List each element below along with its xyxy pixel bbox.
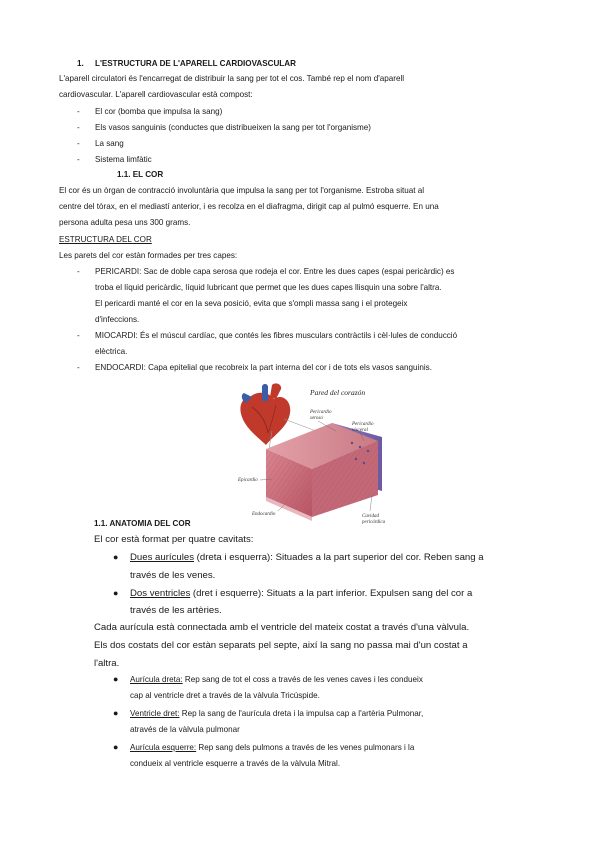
component-item: La sang bbox=[95, 139, 124, 148]
cavitat-item-cont: través de les venes. bbox=[130, 570, 216, 581]
section-heading-el-cor: 1.1. EL COR bbox=[117, 170, 164, 179]
cavitat-item bbox=[130, 587, 472, 600]
layer-miocardi-line: MIOCARDI: És el múscul cardíac, que contés les fibres musculars contràctils i cèl·lules de conducció bbox=[95, 331, 458, 340]
component-item: Els vasos sanguinis (conductes que distribueixen la sang per tot l'organisme) bbox=[95, 123, 371, 132]
list-dash: - bbox=[77, 155, 80, 164]
detail-item bbox=[130, 674, 423, 685]
layer-pericardi-line: troba el líquid pericàrdic, líquid lubricant que permet que les dues capes llisquin una sobre l'altra. bbox=[95, 283, 442, 292]
layer-endocardi-line: ENDOCARDI: Capa epitelial que recobreix la part interna del cor i de tots els vasos sanguinis. bbox=[95, 363, 432, 372]
component-item: El cor (bomba que impulsa la sang) bbox=[95, 107, 223, 116]
bullet-dot: ● bbox=[113, 588, 119, 598]
detail-item-cont: condueix al ventricle esquerre a través de la vàlvula Mitral. bbox=[130, 759, 341, 768]
list-dash: - bbox=[77, 139, 80, 148]
detail-item-cont: cap al ventricle dret a través de la vàlvula Tricúspide. bbox=[130, 691, 320, 700]
bullet-dot: ● bbox=[113, 552, 119, 562]
cavitat-term: Dos ventricles bbox=[130, 588, 191, 599]
anatomia-para-line: Els dos costats del cor estàn separats pel septe, així la sang no passa mai d'un costat a bbox=[94, 640, 468, 651]
detail-term: Aurícula esquerre: bbox=[130, 743, 197, 752]
figure-title: Pared del corazón bbox=[310, 388, 366, 397]
label-pericardio-visceral: Pericardio bbox=[352, 422, 374, 427]
heart-wall-figure bbox=[232, 383, 392, 531]
layer-pericardi-line: d'infeccions. bbox=[95, 315, 140, 324]
detail-item-cont: através de la vàlvula pulmonar bbox=[130, 725, 240, 734]
bullet-dot: ● bbox=[113, 742, 119, 752]
list-dash: - bbox=[77, 331, 80, 340]
heart-illustration bbox=[240, 383, 290, 445]
label-pericardio-visceral-2: visceral bbox=[352, 428, 368, 433]
cor-para-line: persona adulta pesa uns 300 grams. bbox=[59, 218, 191, 227]
detail-item bbox=[130, 708, 423, 719]
label-endocardio: Endocardio bbox=[252, 512, 276, 517]
cavitat-text: (dreta i esquerra): Situades a la part superior del cor. Reben sang a bbox=[194, 552, 484, 563]
anatomia-para-line: Cada aurícula està connectada amb el ventricle del mateix costat a través d'una vàlvula. bbox=[94, 622, 470, 633]
detail-text: Rep sang de tot el coss a través de les venes caves i les condueix bbox=[182, 675, 423, 684]
cavitat-term: Dues aurícules bbox=[130, 552, 194, 563]
bullet-dot: ● bbox=[113, 708, 119, 718]
tissue-block bbox=[266, 423, 382, 521]
main-heading: L'ESTRUCTURA DE L'APARELL CARDIOVASCULAR bbox=[95, 59, 296, 68]
anatomia-intro: El cor està format per quatre cavitats: bbox=[94, 534, 254, 545]
intro-line-1: L'aparell circulatori és l'encarregat de distribuir la sang per tot el cos. També rep el nom d'aparell bbox=[59, 74, 405, 83]
list-dash: - bbox=[77, 267, 80, 276]
list-dash: - bbox=[77, 107, 80, 116]
detail-term: Ventricle dret: bbox=[130, 709, 180, 718]
cavitat-item bbox=[130, 551, 484, 564]
detail-text: Rep la sang de l'aurícula dreta i la impulsa cap a l'artèria Pulmonar, bbox=[179, 709, 424, 718]
label-pericardio-seroso: Pericardio bbox=[310, 410, 332, 415]
estructura-intro: Les parets del cor estàn formades per tres capes: bbox=[59, 251, 238, 260]
intro-line-2: cardiovascular. L'aparell cardiovascular està compost: bbox=[59, 90, 253, 99]
label-cavidad-pericardica: Cavidad bbox=[362, 514, 379, 519]
layer-miocardi-line: elèctrica. bbox=[95, 347, 128, 356]
estructura-title: ESTRUCTURA DEL COR bbox=[59, 235, 152, 244]
detail-text: Rep sang dels pulmons a través de les venes pulmonars i la bbox=[196, 743, 415, 752]
cor-para-line: El cor és un òrgan de contracció involuntària que impulsa la sang per tot l'organisme. Estroba situat al bbox=[59, 186, 425, 195]
cavitat-text: (dret i esquerre): Situats a la part inferior. Expulsen sang del cor a bbox=[190, 588, 473, 599]
section-heading-anatomia: 1.1. ANATOMIA DEL COR bbox=[94, 519, 191, 528]
label-cavidad-pericardica-2: pericárdica bbox=[362, 520, 386, 525]
layer-pericardi-line: PERICARDI: Sac de doble capa serosa que rodeja el cor. Entre les dues capes (espai pericàrdic) es bbox=[95, 267, 455, 276]
layer-pericardi-line: El pericardi manté el cor en la seva posició, evita que s'ompli massa sang i el protegeix bbox=[95, 299, 408, 308]
list-dash: - bbox=[77, 363, 80, 372]
detail-item bbox=[130, 742, 414, 753]
list-dash: - bbox=[77, 123, 80, 132]
cor-para-line: centre del tòrax, en el mediastí anterior, i es recolza en el diafragma, dirigit cap al pulmó esquerre. En una bbox=[59, 202, 439, 211]
heading-number: 1. bbox=[77, 59, 84, 68]
detail-term: Aurícula dreta: bbox=[130, 675, 183, 684]
bullet-dot: ● bbox=[113, 674, 119, 684]
cavitat-item-cont: través de les artèries. bbox=[130, 605, 222, 616]
component-item: Sistema limfàtic bbox=[95, 155, 152, 164]
anatomia-para-line: l'altra. bbox=[94, 658, 120, 669]
label-pericardio-seroso-2: seroso bbox=[310, 416, 323, 421]
label-epicardio: Epicardio bbox=[238, 478, 258, 483]
